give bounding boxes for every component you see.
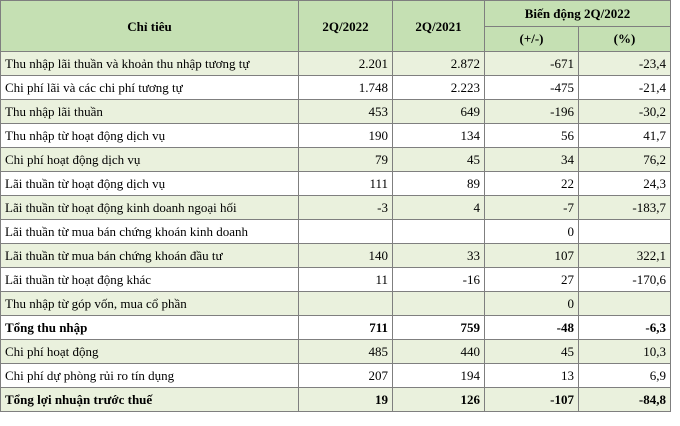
- row-label: Chi phí dự phòng rủi ro tín dụng: [1, 364, 299, 388]
- table-row: [1, 220, 671, 244]
- cell-2q2022: 19: [299, 388, 393, 412]
- cell-2q2022: 111: [299, 172, 393, 196]
- table-row: [1, 124, 671, 148]
- cell-2q2022: 453: [299, 100, 393, 124]
- cell-change-abs: 45: [485, 340, 579, 364]
- cell-2q2021: 4: [393, 196, 485, 220]
- table-body: [1, 52, 671, 412]
- cell-change-pct: -23,4: [579, 52, 671, 76]
- table-row: [1, 292, 671, 316]
- cell-2q2022: 207: [299, 364, 393, 388]
- cell-change-abs: 0: [485, 292, 579, 316]
- table-row: [1, 172, 671, 196]
- table-row: [1, 364, 671, 388]
- table-row: [1, 100, 671, 124]
- cell-change-abs: 56: [485, 124, 579, 148]
- cell-change-abs: -48: [485, 316, 579, 340]
- row-label: Thu nhập lãi thuần: [1, 100, 299, 124]
- cell-change-pct: -6,3: [579, 316, 671, 340]
- cell-change-pct: 322,1: [579, 244, 671, 268]
- row-label: Lãi thuần từ mua bán chứng khoán kinh doanh: [1, 220, 299, 244]
- row-label: Thu nhập từ góp vốn, mua cổ phần: [1, 292, 299, 316]
- cell-2q2021: 759: [393, 316, 485, 340]
- row-label: Lãi thuần từ hoạt động kinh doanh ngoại hối: [1, 196, 299, 220]
- cell-2q2021: 134: [393, 124, 485, 148]
- cell-2q2021: 649: [393, 100, 485, 124]
- row-label: Tổng lợi nhuận trước thuế: [1, 388, 299, 412]
- cell-2q2022: 711: [299, 316, 393, 340]
- table-row: [1, 268, 671, 292]
- cell-2q2021: [393, 292, 485, 316]
- cell-change-pct: -183,7: [579, 196, 671, 220]
- cell-change-abs: 107: [485, 244, 579, 268]
- table-row: [1, 340, 671, 364]
- row-label: Thu nhập từ hoạt động dịch vụ: [1, 124, 299, 148]
- row-label: Chi phí hoạt động dịch vụ: [1, 148, 299, 172]
- cell-change-pct: 10,3: [579, 340, 671, 364]
- cell-change-abs: 27: [485, 268, 579, 292]
- cell-change-abs: 0: [485, 220, 579, 244]
- cell-change-pct: 41,7: [579, 124, 671, 148]
- cell-change-abs: -196: [485, 100, 579, 124]
- row-label: Thu nhập lãi thuần và khoản thu nhập tương tự: [1, 52, 299, 76]
- cell-change-pct: -84,8: [579, 388, 671, 412]
- cell-2q2022: [299, 292, 393, 316]
- cell-change-pct: 24,3: [579, 172, 671, 196]
- cell-2q2021: -16: [393, 268, 485, 292]
- cell-2q2021: 194: [393, 364, 485, 388]
- table-row: [1, 316, 671, 340]
- table-row: [1, 196, 671, 220]
- cell-2q2021: 2.872: [393, 52, 485, 76]
- cell-change-pct: 6,9: [579, 364, 671, 388]
- cell-2q2022: -3: [299, 196, 393, 220]
- cell-change-pct: [579, 220, 671, 244]
- cell-change-abs: 13: [485, 364, 579, 388]
- row-label: Chi phí lãi và các chi phí tương tự: [1, 76, 299, 100]
- row-label: Tổng thu nhập: [1, 316, 299, 340]
- cell-change-pct: -21,4: [579, 76, 671, 100]
- cell-2q2022: 485: [299, 340, 393, 364]
- table-row: [1, 148, 671, 172]
- header-change-group: Biến động 2Q/2022: [485, 1, 671, 27]
- cell-2q2021: [393, 220, 485, 244]
- cell-change-pct: -30,2: [579, 100, 671, 124]
- header-2q2021: 2Q/2021: [393, 1, 485, 52]
- table-row: [1, 76, 671, 100]
- cell-change-abs: -671: [485, 52, 579, 76]
- table-header: [1, 1, 671, 52]
- cell-change-pct: 76,2: [579, 148, 671, 172]
- cell-2q2021: 45: [393, 148, 485, 172]
- row-label: Lãi thuần từ hoạt động dịch vụ: [1, 172, 299, 196]
- cell-2q2022: [299, 220, 393, 244]
- cell-change-abs: 34: [485, 148, 579, 172]
- table-row: [1, 244, 671, 268]
- header-2q2022: 2Q/2022: [299, 1, 393, 52]
- cell-change-abs: 22: [485, 172, 579, 196]
- row-label: Lãi thuần từ hoạt động khác: [1, 268, 299, 292]
- cell-change-abs: -107: [485, 388, 579, 412]
- header-change-abs: (+/-): [485, 26, 579, 52]
- table-row: [1, 388, 671, 412]
- cell-2q2021: 2.223: [393, 76, 485, 100]
- cell-change-abs: -7: [485, 196, 579, 220]
- cell-2q2022: 79: [299, 148, 393, 172]
- cell-change-pct: -170,6: [579, 268, 671, 292]
- cell-2q2021: 89: [393, 172, 485, 196]
- header-label: Chỉ tiêu: [1, 1, 299, 52]
- row-label: Chi phí hoạt động: [1, 340, 299, 364]
- cell-2q2022: 11: [299, 268, 393, 292]
- row-label: Lãi thuần từ mua bán chứng khoán đầu tư: [1, 244, 299, 268]
- cell-2q2022: 1.748: [299, 76, 393, 100]
- cell-change-pct: [579, 292, 671, 316]
- cell-2q2022: 140: [299, 244, 393, 268]
- cell-change-abs: -475: [485, 76, 579, 100]
- cell-2q2022: 190: [299, 124, 393, 148]
- cell-2q2022: 2.201: [299, 52, 393, 76]
- cell-2q2021: 440: [393, 340, 485, 364]
- cell-2q2021: 33: [393, 244, 485, 268]
- table-row: [1, 52, 671, 76]
- header-change-pct: (%): [579, 26, 671, 52]
- cell-2q2021: 126: [393, 388, 485, 412]
